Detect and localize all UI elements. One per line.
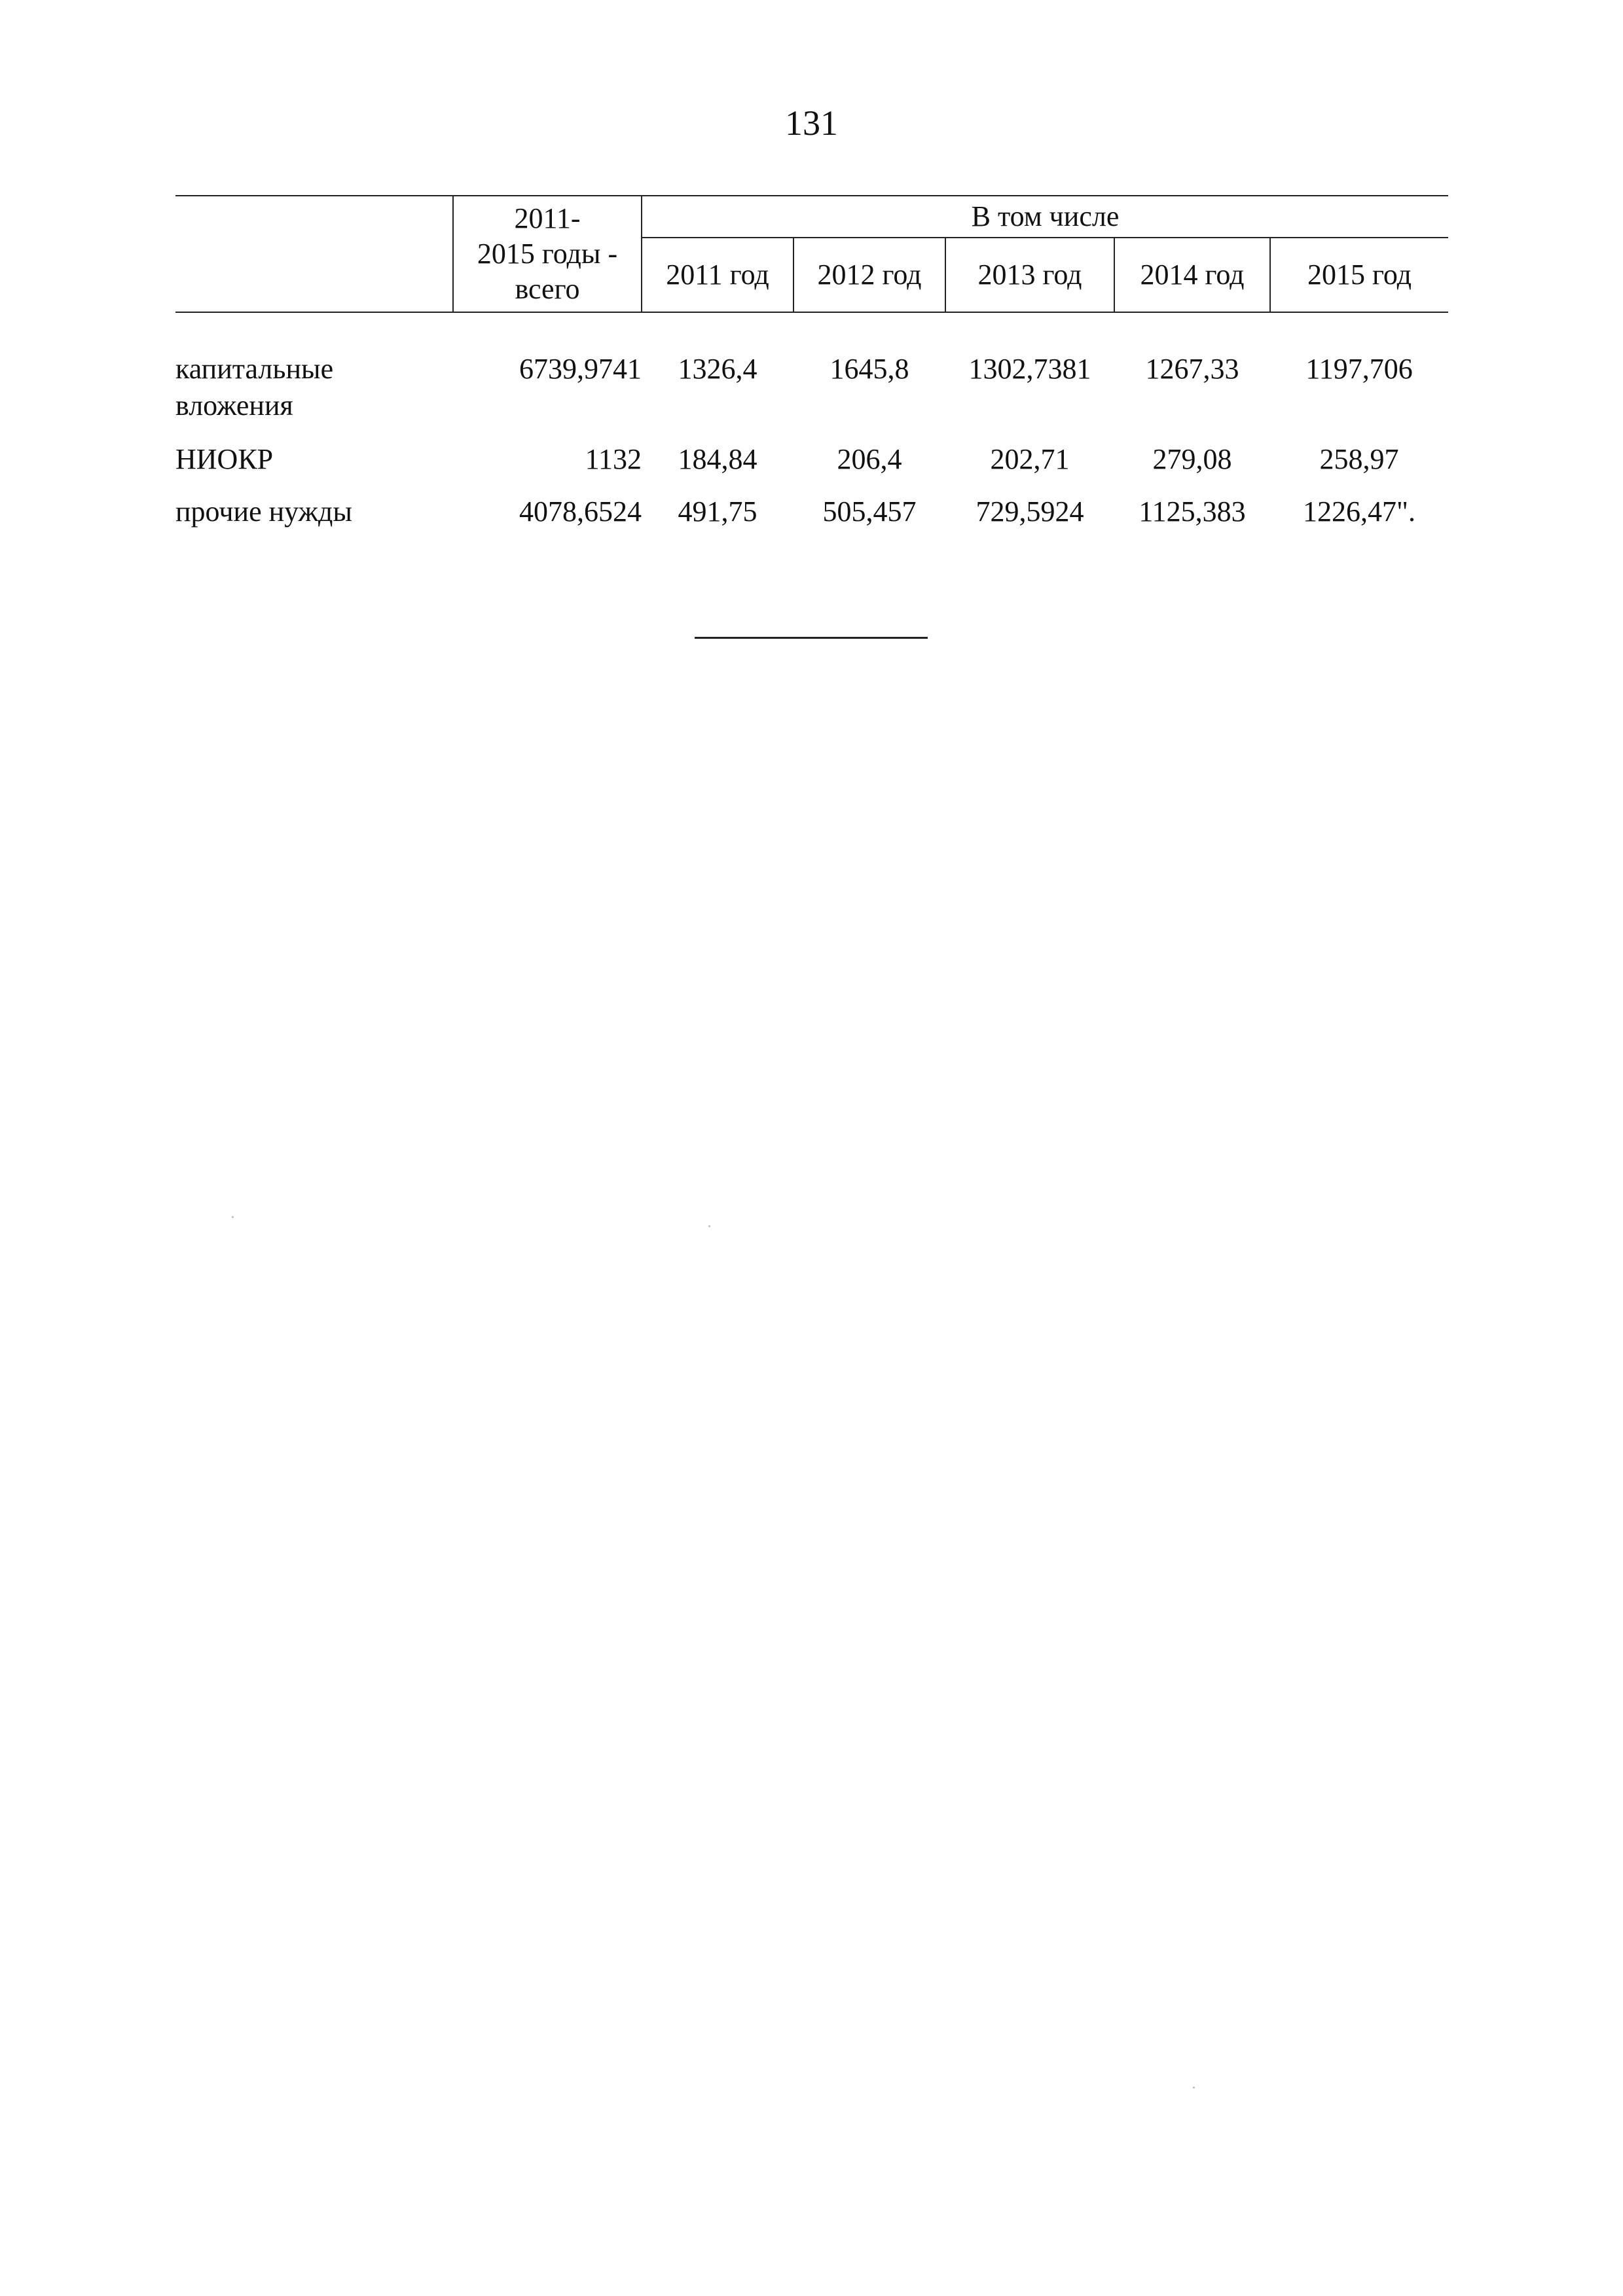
header-total-cell [453,196,642,312]
header-group-label: В том числе [642,196,1448,238]
row-value-2013: 729,5924 [976,495,1084,528]
row-value-2011: 184,84 [678,443,757,475]
row-value-2013: 202,71 [990,443,1070,475]
scan-speck [1193,2087,1195,2089]
scan-speck [708,1225,710,1227]
table-row-research [175,441,1448,493]
row-value-2015: 1197,706 [1305,353,1413,385]
row-value-2014: 1125,383 [1139,495,1246,528]
header-total-line2: 2015 годы - [477,238,618,270]
header-year-2015: 2015 год [1270,238,1448,312]
row-label: прочие нужды [175,495,352,528]
row-label-line2: вложения [175,389,293,422]
page-number: 131 [785,103,838,143]
header-year-2014: 2014 год [1114,238,1270,312]
row-label: НИОКР [175,443,274,475]
header-year-2013: 2013 год [945,238,1114,312]
header-blank-cell [175,196,453,312]
table-row-capital-investment [175,351,1448,441]
row-value-2015: 258,97 [1319,443,1399,475]
scan-speck [232,1216,234,1218]
row-total: 4078,6524 [519,495,642,528]
row-value-2012: 1645,8 [830,353,909,385]
row-value-2012: 206,4 [837,443,902,475]
row-value-2014: 279,08 [1152,443,1232,475]
table-row-other-needs [175,493,1448,539]
row-value-2013: 1302,7381 [968,353,1091,385]
budget-table [175,195,1448,539]
row-value-2012: 505,457 [822,495,917,528]
row-value-2011: 1326,4 [678,353,757,385]
row-label-line1: капитальные [175,353,334,385]
spacer-row [175,312,1448,351]
header-year-2011: 2011 год [642,238,793,312]
row-label [175,351,453,441]
row-value-2014: 1267,33 [1145,353,1239,385]
header-year-2012: 2012 год [793,238,945,312]
header-row-top [175,196,1448,238]
row-value-2011: 491,75 [678,495,757,528]
row-value-2015: 1226,47". [1303,495,1416,528]
row-total: 1132 [585,443,642,475]
closing-rule [695,637,928,639]
row-total: 6739,9741 [519,353,642,385]
header-total-line1: 2011- [514,202,581,234]
header-total-line3: всего [515,273,580,305]
